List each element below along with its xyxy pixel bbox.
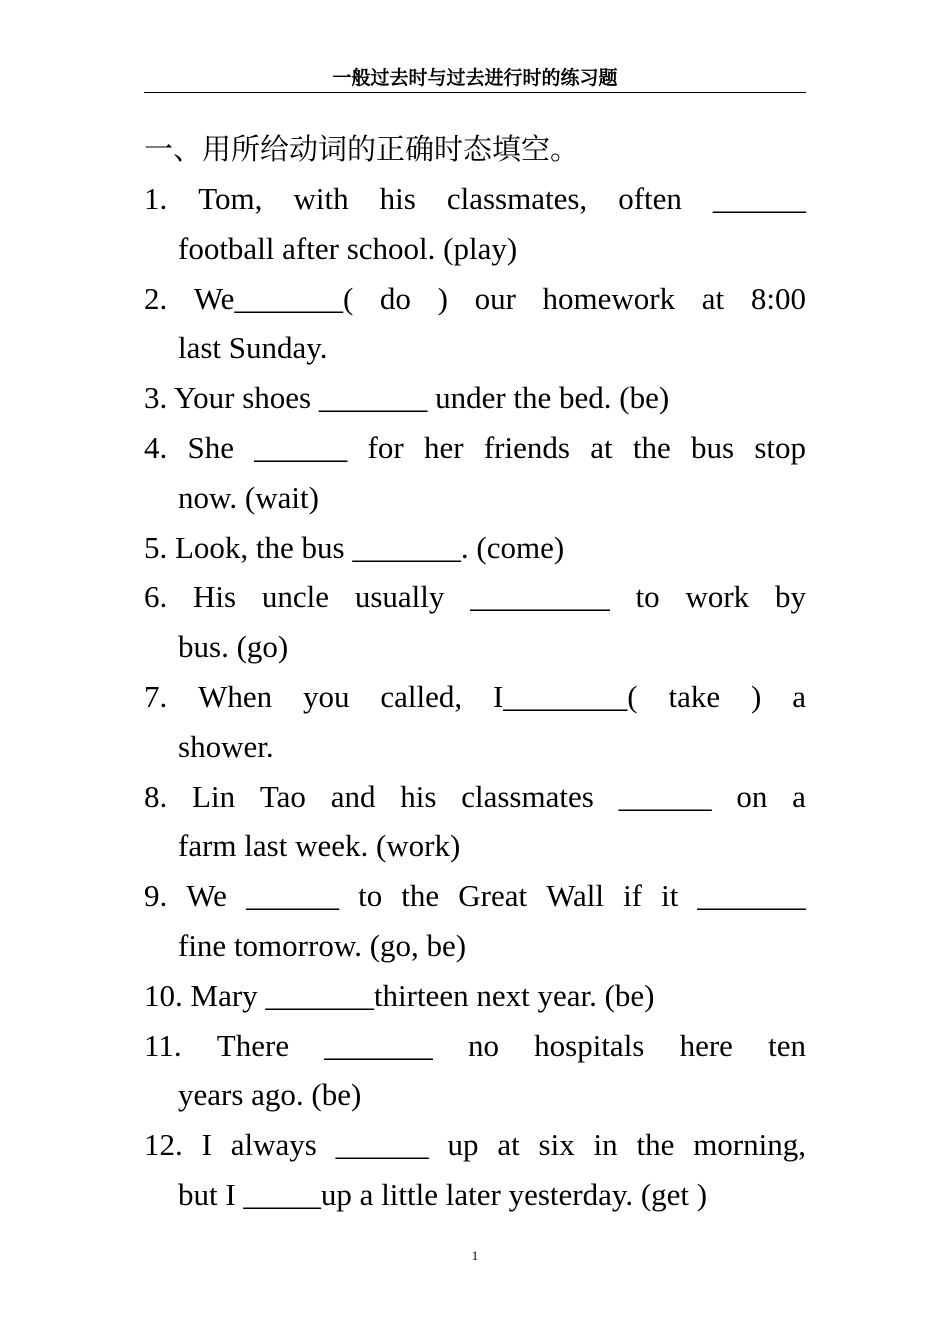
question-word: _________ bbox=[470, 579, 610, 615]
question-word: a bbox=[792, 678, 806, 714]
question-list bbox=[144, 174, 806, 1220]
question-continuation-line bbox=[144, 1070, 806, 1120]
question-word: for bbox=[367, 429, 404, 465]
question-word: 1. bbox=[144, 181, 168, 216]
question-word: 8:00 bbox=[750, 280, 806, 316]
question-word: take bbox=[668, 678, 721, 714]
question-line bbox=[144, 572, 806, 622]
question-item bbox=[144, 971, 806, 1021]
question-word: usually bbox=[354, 579, 445, 615]
question-word: 2. bbox=[144, 280, 168, 316]
question-item bbox=[144, 373, 806, 423]
question-word: and bbox=[330, 778, 376, 814]
question-line bbox=[144, 971, 806, 1021]
question-word: his bbox=[400, 778, 437, 814]
question-word: uncle bbox=[261, 579, 330, 615]
question-word: football after school. (play) bbox=[178, 230, 518, 266]
question-item bbox=[144, 1021, 806, 1121]
question-word: 4. bbox=[144, 429, 168, 465]
question-word: 12. bbox=[144, 1127, 183, 1163]
question-word: six bbox=[538, 1127, 575, 1163]
question-word: with bbox=[293, 181, 349, 216]
question-word: Tao bbox=[259, 778, 306, 814]
question-continuation-line bbox=[144, 224, 806, 274]
question-item bbox=[144, 274, 806, 374]
question-word: years ago. (be) bbox=[178, 1077, 362, 1113]
question-word: shower. bbox=[178, 728, 274, 764]
question-word: her bbox=[423, 429, 464, 465]
question-line bbox=[144, 174, 806, 224]
question-word: a bbox=[792, 778, 806, 814]
question-continuation-line bbox=[144, 323, 806, 373]
question-word: ______ bbox=[254, 429, 348, 465]
question-word: When bbox=[198, 678, 273, 714]
question-word: the bbox=[401, 878, 440, 914]
question-item bbox=[144, 174, 806, 274]
question-word: hospitals bbox=[534, 1027, 645, 1063]
question-item bbox=[144, 871, 806, 971]
question-item bbox=[144, 572, 806, 672]
document-header bbox=[144, 64, 806, 93]
question-word: Lin bbox=[192, 778, 236, 814]
question-line bbox=[144, 1021, 806, 1071]
question-word: the bbox=[632, 429, 671, 465]
question-word: ______ bbox=[245, 878, 339, 914]
header-title: 一般过去时与过去进行时的练习题 bbox=[332, 67, 618, 89]
question-word: We_______( bbox=[193, 280, 354, 316]
question-continuation-line bbox=[144, 821, 806, 871]
question-word: always bbox=[230, 1127, 317, 1163]
question-word: ) bbox=[437, 280, 448, 316]
question-word: ______ bbox=[335, 1127, 429, 1163]
question-line bbox=[144, 423, 806, 473]
question-continuation-line bbox=[144, 921, 806, 971]
question-word: work bbox=[685, 579, 750, 615]
question-word: here bbox=[679, 1027, 733, 1063]
question-word: do bbox=[379, 280, 411, 316]
question-word: 7. bbox=[144, 678, 168, 714]
question-line bbox=[144, 871, 806, 921]
question-line bbox=[144, 772, 806, 822]
question-word: in bbox=[593, 1127, 618, 1163]
question-line bbox=[144, 672, 806, 722]
question-word: classmates bbox=[461, 778, 594, 814]
question-word: to bbox=[635, 579, 660, 615]
question-word: last Sunday. bbox=[178, 330, 328, 366]
question-word: ______ bbox=[618, 778, 712, 814]
question-word: our bbox=[474, 280, 516, 316]
question-word: His bbox=[193, 579, 237, 615]
question-word: 11. bbox=[144, 1027, 182, 1063]
question-word: at bbox=[497, 1127, 520, 1163]
question-line bbox=[144, 523, 806, 573]
question-continuation-line bbox=[144, 473, 806, 523]
question-word: stop bbox=[754, 429, 806, 465]
question-word: There bbox=[216, 1027, 290, 1063]
question-word: friends bbox=[483, 429, 570, 465]
question-item bbox=[144, 523, 806, 573]
question-word: on bbox=[736, 778, 768, 814]
question-word: I________( bbox=[492, 678, 638, 714]
question-word: his bbox=[379, 181, 416, 216]
question-word: 3. Your shoes _______ under the bed. (be) bbox=[144, 380, 670, 416]
question-word: by bbox=[774, 579, 806, 615]
question-word: 8. bbox=[144, 778, 168, 814]
question-word: She bbox=[187, 429, 235, 465]
question-word: We bbox=[186, 878, 227, 914]
question-word: 10. Mary _______thirteen next year. (be) bbox=[144, 977, 655, 1013]
question-item bbox=[144, 672, 806, 772]
question-word: morning, bbox=[693, 1127, 806, 1163]
question-word: fine tomorrow. (go, be) bbox=[178, 927, 467, 963]
question-word: now. (wait) bbox=[178, 479, 319, 515]
worksheet-body bbox=[144, 124, 806, 1220]
question-word: _______ bbox=[697, 878, 806, 914]
question-word: if bbox=[623, 878, 642, 914]
question-word: you bbox=[303, 678, 350, 714]
question-word: farm last week. (work) bbox=[178, 828, 461, 864]
question-word: it bbox=[661, 878, 679, 914]
question-item bbox=[144, 1120, 806, 1220]
question-line bbox=[144, 1120, 806, 1170]
question-word: homework bbox=[542, 280, 676, 316]
question-word: Great bbox=[458, 878, 528, 914]
question-word: I bbox=[201, 1127, 212, 1163]
question-word: Tom, bbox=[198, 181, 263, 216]
question-word: bus. (go) bbox=[178, 629, 289, 665]
question-word: up bbox=[447, 1127, 479, 1163]
question-word: 6. bbox=[144, 579, 168, 615]
question-line bbox=[144, 274, 806, 324]
question-word: Wall bbox=[546, 878, 604, 914]
question-word: bus bbox=[690, 429, 735, 465]
question-word: ten bbox=[768, 1027, 806, 1063]
question-continuation-line bbox=[144, 1170, 806, 1220]
question-word: classmates, bbox=[446, 181, 588, 216]
question-word: 5. Look, the bus _______. (come) bbox=[144, 529, 565, 565]
question-item bbox=[144, 772, 806, 872]
question-word: at bbox=[701, 280, 725, 316]
question-word: at bbox=[590, 429, 613, 465]
question-word: ______ bbox=[712, 181, 806, 216]
question-word: to bbox=[358, 878, 383, 914]
question-word: called, bbox=[380, 678, 463, 714]
question-line bbox=[144, 373, 806, 423]
question-word: the bbox=[636, 1127, 675, 1163]
section-title: 一、用所给动词的正确时态填空。 bbox=[144, 132, 580, 166]
question-continuation-line bbox=[144, 722, 806, 772]
question-word: often bbox=[618, 181, 682, 216]
question-word: ) bbox=[751, 678, 762, 714]
question-word: _______ bbox=[324, 1027, 433, 1063]
question-item bbox=[144, 423, 806, 523]
page-number: 1 bbox=[471, 1248, 479, 1263]
question-word: no bbox=[467, 1027, 499, 1063]
question-continuation-line bbox=[144, 622, 806, 672]
question-word: but I _____up a little later yesterday. (get ) bbox=[178, 1176, 708, 1212]
question-word: 9. bbox=[144, 878, 168, 914]
